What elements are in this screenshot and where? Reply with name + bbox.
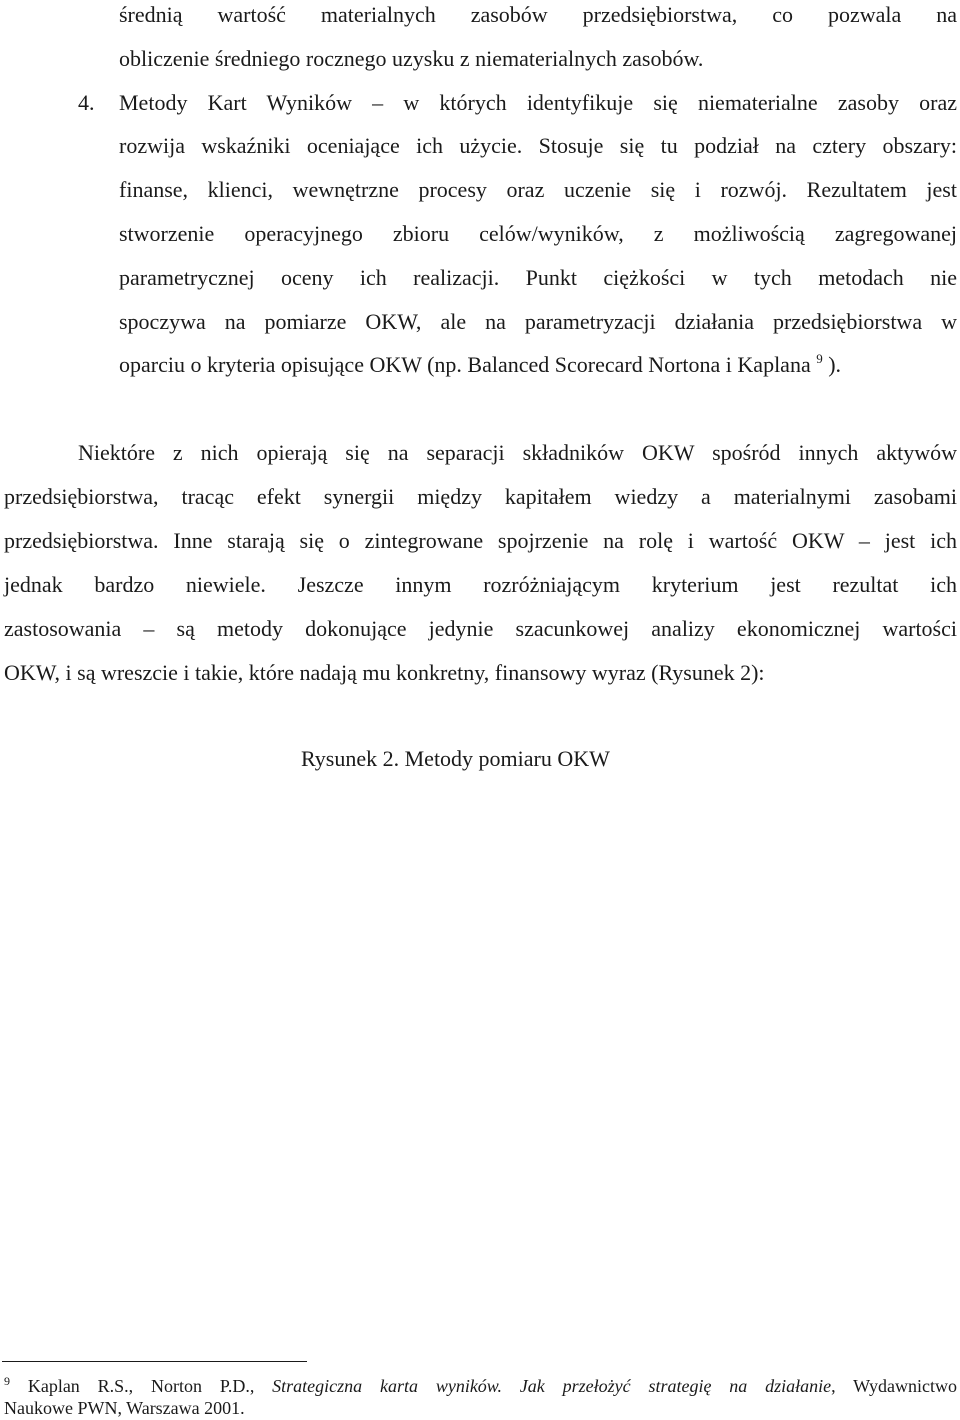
list-item-line xyxy=(119,352,841,378)
list-item-text: ). xyxy=(822,352,842,377)
list-item-line: finanse, klienci, wewnętrzne procesy oraz uczenie się i rozwój. Rezultatem jest xyxy=(119,177,957,202)
paragraph-line: przedsiębiorstwa, tracąc efekt synergii między kapitałem wiedzy a materialnymi zasobami xyxy=(4,484,957,509)
list-item-line: stworzenie operacyjnego zbioru celów/wyników, z możliwością zagregowanej xyxy=(119,221,957,246)
list-item-line: spoczywa na pomiarze OKW, ale na parametryzacji działania przedsiębiorstwa w xyxy=(119,309,957,334)
list-item-number: 4. xyxy=(78,90,95,115)
list-item-line: parametrycznej oceny ich realizacji. Punkt ciężkości w tych metodach nie xyxy=(119,265,957,290)
footnote-title: Strategiczna karta wyników. Jak przełożyć strategię na działanie xyxy=(272,1376,832,1396)
list-continuation-line: obliczenie średniego rocznego uzysku z niematerialnych zasobów. xyxy=(119,46,704,71)
list-continuation-line: średnią wartość materialnych zasobów przedsiębiorstwa, co pozwala na xyxy=(119,2,957,27)
footnote-ref[interactable]: 9 xyxy=(816,351,823,366)
footnote-authors: Kaplan R.S., Norton P.D., xyxy=(10,1376,273,1396)
paragraph-line: zastosowania – są metody dokonujące jedynie szacunkowej analizy ekonomicznej wartości xyxy=(4,616,957,641)
paragraph-line: jednak bardzo niewiele. Jeszcze innym rozróżniającym kryterium jest rezultat ich xyxy=(4,572,957,597)
footnote-separator xyxy=(2,1361,307,1362)
list-item-line: rozwija wskaźniki oceniające ich użycie. Stosuje się tu podział na cztery obszary: xyxy=(119,133,957,158)
footnote-number: 9 xyxy=(4,1374,10,1388)
list-item-text: oparciu o kryteria opisujące OKW (np. Balanced Scorecard Nortona i Kaplana xyxy=(119,352,817,377)
paragraph-line: Niektóre z nich opierają się na separacji składników OKW spośród innych aktywów xyxy=(78,440,957,465)
footnote-publisher: , Wydawnictwo xyxy=(831,1376,958,1396)
footnote-line xyxy=(4,1375,957,1397)
paragraph-line: OKW, i są wreszcie i takie, które nadają mu konkretny, finansowy wyraz (Rysunek 2): xyxy=(4,660,765,685)
footnote-line: Naukowe PWN, Warszawa 2001. xyxy=(4,1398,245,1418)
figure-caption: Rysunek 2. Metody pomiaru OKW xyxy=(301,746,610,771)
list-item-line: Metody Kart Wyników – w których identyfikuje się niematerialne zasoby oraz xyxy=(119,90,957,115)
paragraph-line: przedsiębiorstwa. Inne starają się o zintegrowane spojrzenie na rolę i wartość OKW – jest ich xyxy=(4,528,957,553)
